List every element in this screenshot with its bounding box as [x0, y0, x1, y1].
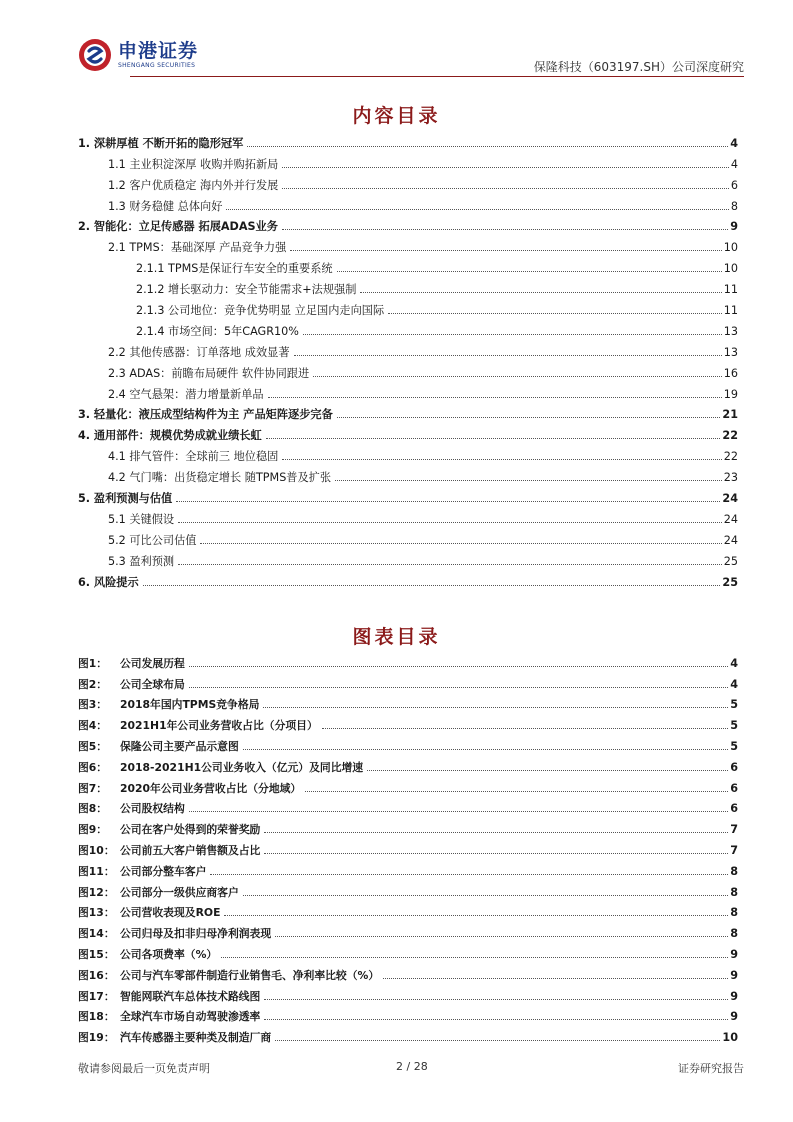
leader-dots [282, 459, 721, 460]
figure-entry[interactable] [78, 650, 738, 671]
figure-caption: 公司全球布局 [120, 677, 185, 691]
toc-entry[interactable] [78, 297, 738, 318]
figure-number: 图5： [78, 739, 108, 753]
leader-dots [282, 188, 729, 189]
figure-page: 6 [730, 760, 738, 774]
figure-page: 8 [730, 864, 738, 878]
toc-entry-label: 2.3 ADAS：前瞻布局硬件 软件协同跟进 [108, 366, 310, 380]
figure-entry[interactable] [78, 962, 738, 983]
toc-entry[interactable] [78, 339, 738, 360]
figure-entry[interactable] [78, 692, 738, 713]
toc-entry[interactable] [78, 569, 738, 590]
toc-entry[interactable] [78, 422, 738, 443]
toc-entry-page: 13 [723, 324, 738, 338]
toc-entry-page: 24 [722, 492, 738, 506]
figure-page: 5 [730, 739, 738, 753]
leader-dots [266, 438, 721, 439]
figure-page: 8 [730, 906, 738, 920]
toc-entry-page: 19 [723, 387, 738, 401]
toc-entry[interactable] [78, 506, 738, 527]
logo-en-text: SHENGANG SECURITIES [118, 62, 196, 69]
toc-entry-page: 22 [723, 450, 738, 464]
figure-page: 6 [730, 802, 738, 816]
figure-caption: 公司在客户处得到的荣誉奖励 [120, 823, 261, 837]
toc-entry[interactable] [78, 172, 738, 193]
leader-dots [264, 832, 728, 833]
figure-page: 5 [730, 698, 738, 712]
leader-dots [189, 811, 728, 812]
toc-entry-page: 16 [723, 366, 738, 380]
toc-entry-page: 10 [723, 241, 738, 255]
leader-dots [247, 146, 728, 147]
toc-entry[interactable] [78, 276, 738, 297]
leader-dots [200, 543, 721, 544]
toc-entry-page: 4 [730, 136, 738, 150]
figure-caption: 公司部分整车客户 [120, 864, 207, 878]
toc-list [78, 130, 738, 590]
figure-list [78, 650, 738, 1045]
leader-dots [337, 417, 721, 418]
leader-dots [388, 313, 722, 314]
header-divider [130, 76, 744, 77]
toc-entry-label: 2.1.4 市场空间：5年CAGR10% [136, 324, 299, 338]
toc-entry[interactable] [78, 214, 738, 235]
figure-entry[interactable] [78, 879, 738, 900]
figure-page: 7 [730, 823, 738, 837]
toc-entry-label: 4.1 排气管件：全球前三 地位稳固 [108, 450, 279, 464]
figure-number: 图19： [78, 1031, 115, 1045]
toc-entry-label: 1. 深耕厚植 不断开拓的隐形冠军 [78, 136, 244, 150]
report-type: 证券研究报告 [678, 1062, 744, 1075]
figure-entry[interactable] [78, 733, 738, 754]
page-header [78, 38, 744, 74]
leader-dots [210, 874, 728, 875]
figure-number: 图8： [78, 802, 108, 816]
leader-dots [360, 292, 721, 293]
leader-dots [178, 564, 722, 565]
leader-dots [367, 770, 728, 771]
figure-entry[interactable] [78, 1024, 738, 1045]
figure-number: 图3： [78, 698, 108, 712]
figure-caption: 公司前五大客户销售额及占比 [120, 843, 261, 857]
figure-number: 图12： [78, 885, 115, 899]
figure-caption: 公司股权结构 [120, 802, 185, 816]
figure-entry[interactable] [78, 900, 738, 921]
figure-entry[interactable] [78, 1004, 738, 1025]
figure-caption: 智能网联汽车总体技术路线图 [120, 989, 261, 1003]
figure-number: 图11： [78, 864, 115, 878]
figure-entry[interactable] [78, 983, 738, 1004]
leader-dots [383, 978, 728, 979]
toc-entry-label: 2.1.2 增长驱动力：安全节能需求+法规强制 [136, 283, 357, 297]
leader-dots [305, 791, 728, 792]
toc-entry-label: 1.3 财务稳健 总体向好 [108, 199, 223, 213]
toc-entry-label: 4. 通用部件：规模优势成就业绩长虹 [78, 429, 262, 443]
figure-caption: 公司归母及扣非归母净利润表现 [120, 927, 272, 941]
toc-entry[interactable] [78, 464, 738, 485]
toc-entry-page: 10 [723, 262, 738, 276]
toc-entry[interactable] [78, 485, 738, 506]
leader-dots [264, 1019, 728, 1020]
figure-page: 4 [730, 677, 738, 691]
figure-caption: 公司与汽车零部件制造行业销售毛、净利率比较（%） [120, 968, 380, 982]
figure-entry[interactable] [78, 775, 738, 796]
figure-entry[interactable] [78, 816, 738, 837]
page-number: 2 / 28 [396, 1060, 428, 1073]
toc-entry-page: 11 [723, 283, 738, 297]
shengang-logo-icon [78, 38, 112, 72]
figure-page: 4 [730, 656, 738, 670]
figure-list-title: 图表目录 [352, 626, 441, 648]
figure-caption: 汽车传感器主要种类及制造厂商 [120, 1031, 272, 1045]
toc-entry-label: 1.2 客户优质稳定 海内外并行发展 [108, 178, 279, 192]
toc-entry[interactable] [78, 443, 738, 464]
figure-caption: 2018年国内TPMS竞争格局 [120, 698, 260, 712]
toc-entry[interactable] [78, 402, 738, 423]
figure-number: 图4： [78, 719, 108, 733]
leader-dots [243, 749, 728, 750]
toc-entry-label: 2.1 TPMS：基础深厚 产品竞争力强 [108, 241, 287, 255]
figure-number: 图14： [78, 927, 115, 941]
figure-caption: 2018-2021H1公司业务收入（亿元）及同比增速 [120, 760, 364, 774]
figure-caption: 公司营收表现及ROE [120, 906, 221, 920]
toc-entry-label: 5.1 关键假设 [108, 512, 175, 526]
toc-entry-page: 21 [722, 408, 738, 422]
figure-entry[interactable] [78, 941, 738, 962]
toc-entry-label: 5.2 可比公司估值 [108, 533, 197, 547]
toc-entry-label: 5.3 盈利预测 [108, 554, 175, 568]
leader-dots [313, 376, 722, 377]
figure-number: 图16： [78, 968, 115, 982]
toc-entry-page: 4 [730, 157, 738, 171]
figure-entry[interactable] [78, 837, 738, 858]
toc-entry-label: 4.2 气门嘴：出货稳定增长 随TPMS普及扩张 [108, 471, 332, 485]
toc-entry[interactable] [78, 193, 738, 214]
toc-entry-page: 6 [730, 178, 738, 192]
figure-number: 图15： [78, 947, 115, 961]
toc-entry-label: 2.1.3 公司地位：竞争优势明显 立足国内走向国际 [136, 304, 385, 318]
toc-entry[interactable] [78, 151, 738, 172]
toc-entry[interactable] [78, 318, 738, 339]
toc-entry[interactable] [78, 548, 738, 569]
figure-number: 图9： [78, 823, 108, 837]
toc-entry-page: 25 [722, 575, 738, 589]
toc-entry-page: 24 [723, 533, 738, 547]
leader-dots [243, 895, 728, 896]
leader-dots [335, 480, 722, 481]
figure-entry[interactable] [78, 671, 738, 692]
figure-number: 图10： [78, 843, 115, 857]
figure-caption: 2021H1年公司业务营收占比（分项目） [120, 719, 318, 733]
toc-entry-page: 24 [723, 512, 738, 526]
toc-entry-page: 9 [730, 220, 738, 234]
figure-page: 8 [730, 885, 738, 899]
toc-title: 内容目录 [352, 105, 441, 127]
figure-page: 6 [730, 781, 738, 795]
leader-dots [294, 355, 722, 356]
figure-caption: 全球汽车市场自动驾驶渗透率 [120, 1010, 261, 1024]
figure-number: 图2： [78, 677, 108, 691]
toc-entry-label: 3. 轻量化：液压成型结构件为主 产品矩阵逐步完备 [78, 408, 333, 422]
leader-dots [143, 585, 721, 586]
leader-dots [189, 666, 728, 667]
figure-number: 图7： [78, 781, 108, 795]
figure-entry[interactable] [78, 920, 738, 941]
toc-entry[interactable] [78, 255, 738, 276]
figure-page: 5 [730, 719, 738, 733]
leader-dots [264, 853, 728, 854]
leader-dots [337, 271, 722, 272]
leader-dots [224, 915, 728, 916]
leader-dots [226, 209, 728, 210]
figure-page: 10 [722, 1031, 738, 1045]
leader-dots [176, 501, 720, 502]
leader-dots [303, 334, 722, 335]
leader-dots [268, 397, 722, 398]
figure-page: 8 [730, 927, 738, 941]
figure-entry[interactable] [78, 858, 738, 879]
figure-entry[interactable] [78, 754, 738, 775]
leader-dots [221, 957, 728, 958]
figure-page: 9 [730, 1010, 738, 1024]
leader-dots [275, 1040, 720, 1041]
figure-number: 图1： [78, 656, 108, 670]
leader-dots [290, 250, 721, 251]
figure-page: 9 [730, 947, 738, 961]
figure-page: 9 [730, 989, 738, 1003]
toc-entry[interactable] [78, 527, 738, 548]
figure-caption: 保隆公司主要产品示意图 [120, 739, 239, 753]
figure-caption: 公司各项费率（%） [120, 947, 218, 961]
toc-entry-label: 1.1 主业积淀深厚 收购并购拓新局 [108, 157, 279, 171]
toc-entry-page: 22 [722, 429, 738, 443]
figure-caption: 2020年公司业务营收占比（分地域） [120, 781, 302, 795]
toc-entry-page: 13 [723, 345, 738, 359]
leader-dots [282, 167, 729, 168]
figure-entry[interactable] [78, 712, 738, 733]
leader-dots [282, 229, 728, 230]
logo-cn-text: 申港证券 [118, 40, 199, 62]
toc-entry[interactable] [78, 360, 738, 381]
figure-number: 图6： [78, 760, 108, 774]
figure-page: 9 [730, 968, 738, 982]
toc-entry[interactable] [78, 234, 738, 255]
report-title: 保隆科技（603197.SH）公司深度研究 [533, 60, 744, 74]
toc-entry[interactable] [78, 381, 738, 402]
leader-dots [263, 707, 728, 708]
toc-entry-page: 11 [723, 304, 738, 318]
leader-dots [322, 728, 728, 729]
figure-number: 图18： [78, 1010, 115, 1024]
toc-entry-label: 2.2 其他传感器：订单落地 成效显著 [108, 345, 290, 359]
toc-entry-page: 8 [730, 199, 738, 213]
toc-entry-label: 6. 风险提示 [78, 575, 139, 589]
company-logo [78, 38, 198, 72]
figure-page: 7 [730, 843, 738, 857]
figure-caption: 公司发展历程 [120, 656, 185, 670]
leader-dots [178, 522, 722, 523]
toc-entry-label: 2. 智能化：立足传感器 拓展ADAS业务 [78, 220, 278, 234]
toc-entry-label: 5. 盈利预测与估值 [78, 492, 173, 506]
toc-entry-label: 2.4 空气悬架：潜力增量新单品 [108, 387, 264, 401]
leader-dots [264, 999, 728, 1000]
toc-entry-page: 25 [723, 554, 738, 568]
toc-entry-label: 2.1.1 TPMS是保证行车安全的重要系统 [136, 262, 333, 276]
figure-entry[interactable] [78, 796, 738, 817]
figure-number: 图13： [78, 906, 115, 920]
figure-number: 图17： [78, 989, 115, 1003]
figure-caption: 公司部分一级供应商客户 [120, 885, 239, 899]
disclaimer-note: 敬请参阅最后一页免责声明 [78, 1062, 210, 1075]
toc-entry[interactable] [78, 130, 738, 151]
leader-dots [275, 936, 728, 937]
toc-entry-page: 23 [723, 471, 738, 485]
leader-dots [189, 687, 728, 688]
